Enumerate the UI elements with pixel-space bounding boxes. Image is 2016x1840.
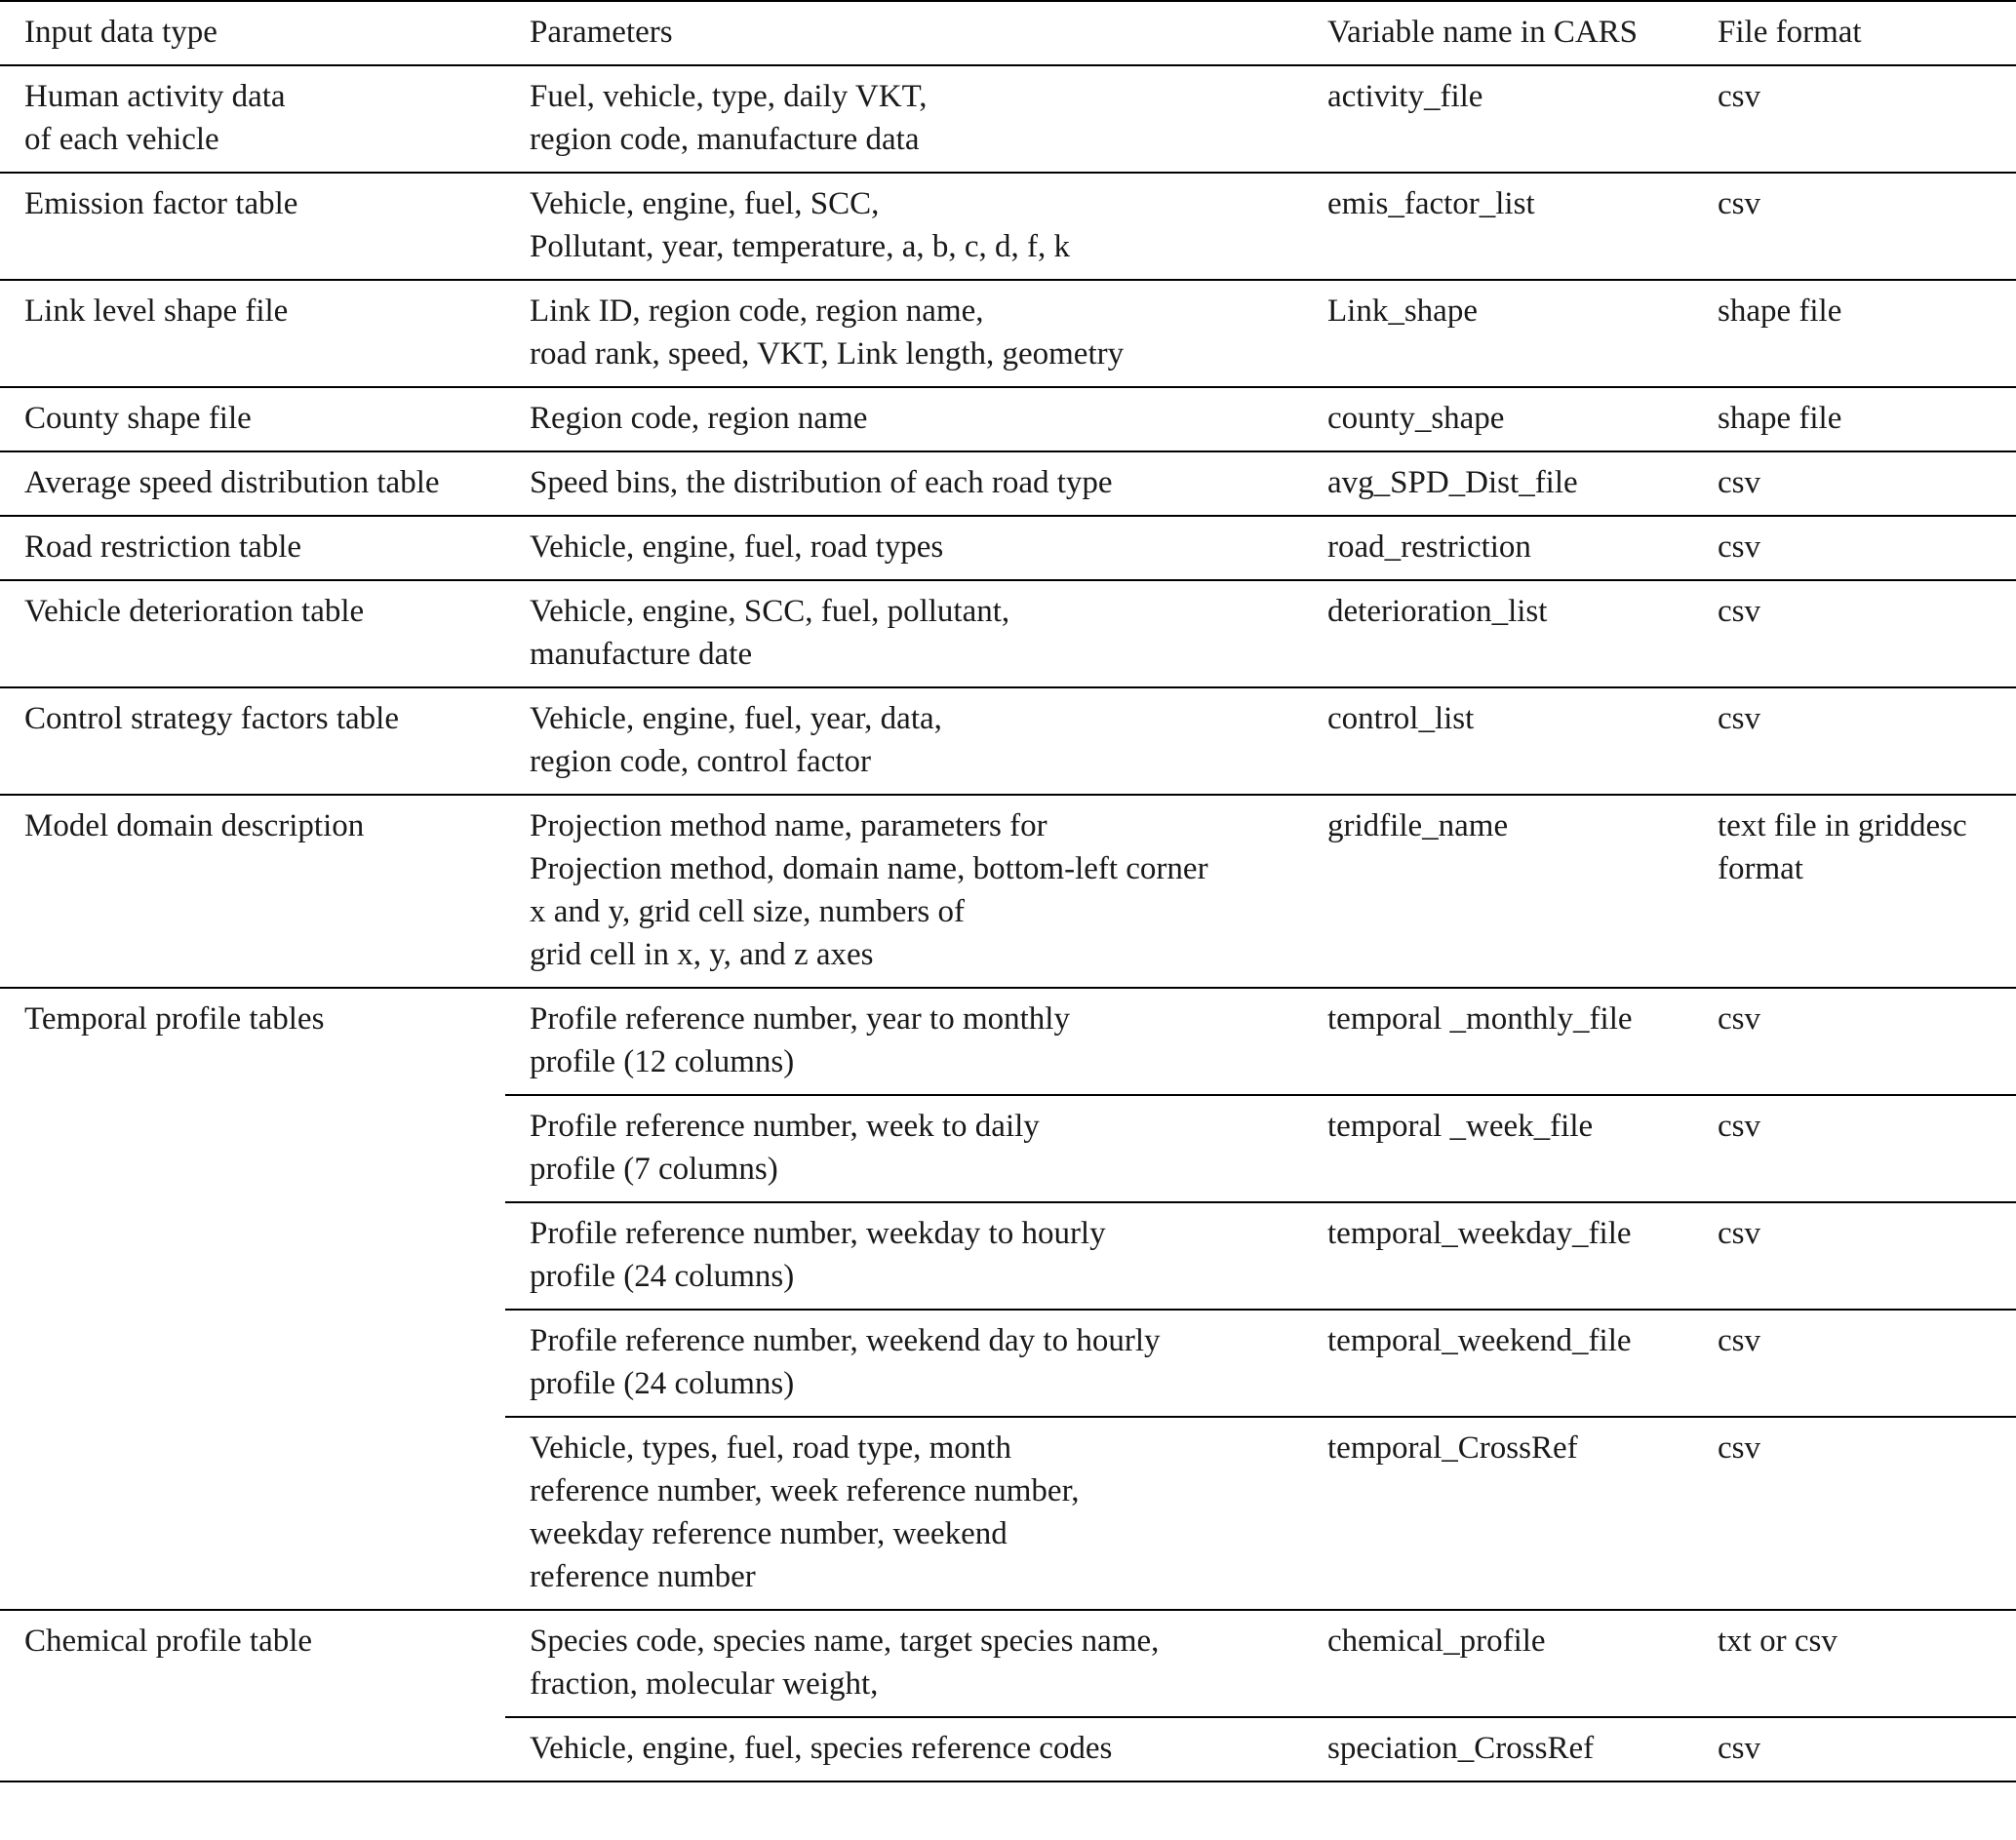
parameters-line: Vehicle, engine, fuel, year, data, bbox=[530, 701, 942, 736]
parameters-cell bbox=[505, 280, 1303, 387]
input-data-type-cell bbox=[0, 988, 505, 1610]
parameters-line: Species code, species name, target species name, bbox=[530, 1624, 1160, 1659]
variable-name-text: activity_file bbox=[1327, 79, 1483, 114]
table-row bbox=[0, 387, 2016, 451]
parameters-line: Region code, region name bbox=[530, 401, 868, 436]
table-body bbox=[0, 65, 2016, 1781]
input-data-type-cell bbox=[0, 387, 505, 451]
parameters-cell bbox=[505, 580, 1303, 687]
input-data-type-line: Vehicle deterioration table bbox=[24, 594, 365, 629]
variable-name-cell bbox=[1303, 65, 1693, 173]
variable-name-cell bbox=[1303, 687, 1693, 795]
parameters-line: profile (12 columns) bbox=[530, 1044, 795, 1079]
variable-name-cell bbox=[1303, 795, 1693, 988]
input-data-type-cell bbox=[0, 451, 505, 516]
file-format-cell bbox=[1693, 580, 2016, 687]
input-data-type-cell bbox=[0, 173, 505, 280]
parameters-line: Pollutant, year, temperature, a, b, c, d, f, k bbox=[530, 229, 1070, 264]
parameters-line: region code, control factor bbox=[530, 744, 872, 779]
input-data-type-line: of each vehicle bbox=[24, 122, 219, 157]
file-format-line: csv bbox=[1718, 465, 1760, 500]
input-data-type-line: Human activity data bbox=[24, 79, 286, 114]
variable-name-cell bbox=[1303, 516, 1693, 580]
parameters-line: road rank, speed, VKT, Link length, geometry bbox=[530, 336, 1125, 372]
parameters-line: Fuel, vehicle, type, daily VKT, bbox=[530, 79, 928, 114]
parameters-line: Profile reference number, weekday to hourly bbox=[530, 1216, 1106, 1251]
file-format-line: csv bbox=[1718, 594, 1760, 629]
input-data-type-line: Chemical profile table bbox=[24, 1624, 313, 1659]
file-format-cell bbox=[1693, 1417, 2016, 1610]
parameters-cell bbox=[505, 1095, 1303, 1202]
parameters-line: Vehicle, engine, fuel, species reference codes bbox=[530, 1731, 1113, 1766]
table-row bbox=[0, 580, 2016, 687]
parameters-line: reference number bbox=[530, 1559, 756, 1594]
table-row bbox=[0, 988, 2016, 1095]
file-format-cell bbox=[1693, 795, 2016, 988]
table-row bbox=[0, 795, 2016, 988]
input-data-type-line: Temporal profile tables bbox=[24, 1001, 325, 1037]
table-header-row bbox=[0, 1, 2016, 65]
file-format-cell bbox=[1693, 516, 2016, 580]
parameters-line: Vehicle, engine, fuel, road types bbox=[530, 529, 944, 565]
file-format-cell bbox=[1693, 1310, 2016, 1417]
file-format-line: text file in griddesc bbox=[1718, 808, 1967, 843]
variable-name-cell bbox=[1303, 1202, 1693, 1310]
file-format-line: csv bbox=[1718, 1323, 1760, 1358]
variable-name-cell bbox=[1303, 1310, 1693, 1417]
variable-name-cell bbox=[1303, 1610, 1693, 1717]
table-row bbox=[0, 173, 2016, 280]
parameters-line: manufacture date bbox=[530, 637, 753, 672]
variable-name-text: county_shape bbox=[1327, 401, 1505, 436]
file-format-line: csv bbox=[1718, 1430, 1760, 1466]
variable-name-cell bbox=[1303, 387, 1693, 451]
input-data-type-cell bbox=[0, 280, 505, 387]
file-format-line: shape file bbox=[1718, 401, 1842, 436]
file-format-line: csv bbox=[1718, 1731, 1760, 1766]
parameters-cell bbox=[505, 173, 1303, 280]
variable-name-cell bbox=[1303, 1095, 1693, 1202]
file-format-line: csv bbox=[1718, 186, 1760, 221]
parameters-line: Projection method, domain name, bottom-left corner bbox=[530, 851, 1208, 886]
variable-name-text: Link_shape bbox=[1327, 294, 1478, 329]
variable-name-text: avg_SPD_Dist_file bbox=[1327, 465, 1578, 500]
parameters-line: profile (24 columns) bbox=[530, 1259, 795, 1294]
variable-name-text: temporal _monthly_file bbox=[1327, 1001, 1633, 1037]
parameters-line: Speed bins, the distribution of each road type bbox=[530, 465, 1113, 500]
variable-name-cell bbox=[1303, 988, 1693, 1095]
table-row bbox=[0, 280, 2016, 387]
variable-name-text: chemical_profile bbox=[1327, 1624, 1546, 1659]
table-row bbox=[0, 451, 2016, 516]
parameters-line: Link ID, region code, region name, bbox=[530, 294, 984, 329]
file-format-line: csv bbox=[1718, 1216, 1760, 1251]
table-row bbox=[0, 687, 2016, 795]
variable-name-text: gridfile_name bbox=[1327, 808, 1509, 843]
variable-name-cell bbox=[1303, 1717, 1693, 1781]
variable-name-text: speciation_CrossRef bbox=[1327, 1731, 1595, 1766]
variable-name-text: temporal _week_file bbox=[1327, 1109, 1594, 1144]
parameters-line: fraction, molecular weight, bbox=[530, 1666, 879, 1702]
parameters-cell bbox=[505, 451, 1303, 516]
file-format-cell bbox=[1693, 451, 2016, 516]
file-format-cell bbox=[1693, 387, 2016, 451]
parameters-line: Vehicle, engine, fuel, SCC, bbox=[530, 186, 880, 221]
parameters-cell bbox=[505, 795, 1303, 988]
file-format-cell bbox=[1693, 1202, 2016, 1310]
variable-name-cell bbox=[1303, 280, 1693, 387]
input-data-type-line: Emission factor table bbox=[24, 186, 298, 221]
file-format-line: csv bbox=[1718, 1001, 1760, 1037]
file-format-line: format bbox=[1718, 851, 1803, 886]
input-data-type-line: Average speed distribution table bbox=[24, 465, 440, 500]
parameters-line: region code, manufacture data bbox=[530, 122, 920, 157]
variable-name-cell bbox=[1303, 580, 1693, 687]
parameters-line: profile (24 columns) bbox=[530, 1366, 795, 1401]
table-row bbox=[0, 516, 2016, 580]
parameters-line: Profile reference number, week to daily bbox=[530, 1109, 1040, 1144]
file-format-cell bbox=[1693, 65, 2016, 173]
variable-name-text: road_restriction bbox=[1327, 529, 1531, 565]
file-format-cell bbox=[1693, 280, 2016, 387]
input-data-type-cell bbox=[0, 65, 505, 173]
parameters-cell bbox=[505, 1310, 1303, 1417]
input-data-type-line: Link level shape file bbox=[24, 294, 289, 329]
parameters-line: Vehicle, types, fuel, road type, month bbox=[530, 1430, 1011, 1466]
variable-name-text: deterioration_list bbox=[1327, 594, 1548, 629]
input-data-type-line: Road restriction table bbox=[24, 529, 302, 565]
file-format-cell bbox=[1693, 173, 2016, 280]
input-data-type-line: Model domain description bbox=[24, 808, 365, 843]
file-format-line: csv bbox=[1718, 529, 1760, 565]
file-format-cell bbox=[1693, 687, 2016, 795]
file-format-cell bbox=[1693, 988, 2016, 1095]
table-row bbox=[0, 65, 2016, 173]
variable-name-cell bbox=[1303, 173, 1693, 280]
input-data-type-cell bbox=[0, 795, 505, 988]
file-format-cell bbox=[1693, 1610, 2016, 1717]
parameters-line: grid cell in x, y, and z axes bbox=[530, 937, 874, 972]
parameters-cell bbox=[505, 687, 1303, 795]
file-format-line: csv bbox=[1718, 701, 1760, 736]
file-format-line: shape file bbox=[1718, 294, 1842, 329]
parameters-line: weekday reference number, weekend bbox=[530, 1516, 1008, 1551]
variable-name-text: temporal_weekend_file bbox=[1327, 1323, 1632, 1358]
table-row bbox=[0, 1610, 2016, 1717]
variable-name-cell bbox=[1303, 1417, 1693, 1610]
parameters-cell bbox=[505, 1717, 1303, 1781]
input-data-type-line: County shape file bbox=[24, 401, 252, 436]
input-data-type-cell bbox=[0, 516, 505, 580]
parameters-cell bbox=[505, 1610, 1303, 1717]
parameters-cell bbox=[505, 1202, 1303, 1310]
variable-name-cell bbox=[1303, 451, 1693, 516]
input-data-type-cell bbox=[0, 687, 505, 795]
parameters-cell bbox=[505, 988, 1303, 1095]
header-file-format: File format bbox=[1718, 15, 1862, 50]
parameters-line: Profile reference number, weekend day to hourly bbox=[530, 1323, 1161, 1358]
input-data-type-cell bbox=[0, 1610, 505, 1781]
parameters-line: Projection method name, parameters for bbox=[530, 808, 1048, 843]
header-variable-name: Variable name in CARS bbox=[1327, 15, 1639, 50]
parameters-line: x and y, grid cell size, numbers of bbox=[530, 894, 965, 929]
parameters-line: Profile reference number, year to monthly bbox=[530, 1001, 1070, 1037]
variable-name-text: control_list bbox=[1327, 701, 1475, 736]
header-input-data-type: Input data type bbox=[24, 15, 217, 50]
parameters-cell bbox=[505, 516, 1303, 580]
file-format-line: csv bbox=[1718, 79, 1760, 114]
file-format-cell bbox=[1693, 1095, 2016, 1202]
file-format-cell bbox=[1693, 1717, 2016, 1781]
parameters-cell bbox=[505, 387, 1303, 451]
variable-name-text: temporal_weekday_file bbox=[1327, 1216, 1632, 1251]
file-format-line: csv bbox=[1718, 1109, 1760, 1144]
parameters-line: profile (7 columns) bbox=[530, 1152, 778, 1187]
header-parameters: Parameters bbox=[530, 15, 673, 50]
file-format-line: txt or csv bbox=[1718, 1624, 1838, 1659]
parameters-cell bbox=[505, 65, 1303, 173]
variable-name-text: emis_factor_list bbox=[1327, 186, 1535, 221]
variable-name-text: temporal_CrossRef bbox=[1327, 1430, 1578, 1466]
input-data-type-line: Control strategy factors table bbox=[24, 701, 399, 736]
input-data-type-cell bbox=[0, 580, 505, 687]
parameters-line: reference number, week reference number, bbox=[530, 1473, 1080, 1508]
parameters-cell bbox=[505, 1417, 1303, 1610]
parameters-line: Vehicle, engine, SCC, fuel, pollutant, bbox=[530, 594, 1010, 629]
